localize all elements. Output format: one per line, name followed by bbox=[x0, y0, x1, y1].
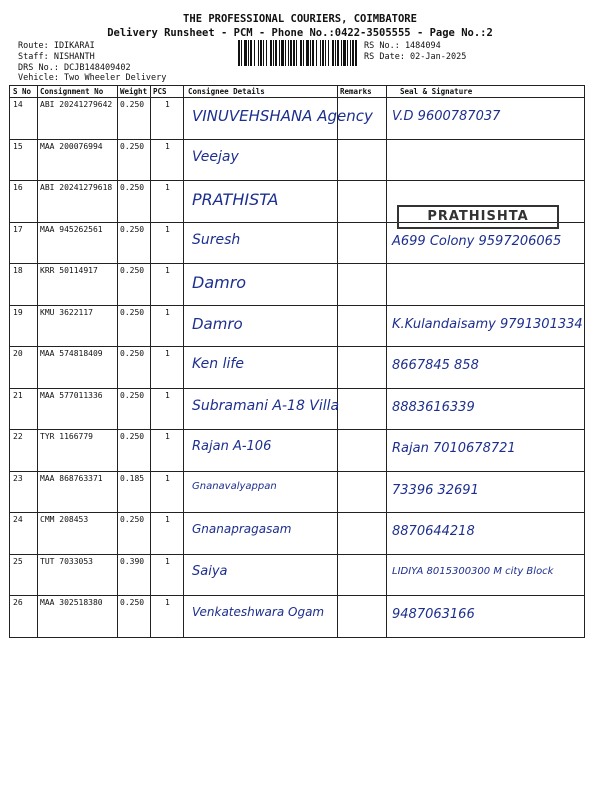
signature-handwriting: 8667845 858 bbox=[392, 358, 479, 373]
pcs-cell: 1 bbox=[165, 473, 170, 483]
consignment-cell: MAA 868763371 bbox=[40, 473, 103, 483]
consignee-handwriting: Damro bbox=[192, 314, 243, 333]
col-weight: Weight bbox=[120, 87, 148, 96]
staff-label: Staff: NISHANTH bbox=[18, 52, 95, 62]
col-sno: S No bbox=[13, 87, 32, 96]
runsheet-table bbox=[9, 85, 585, 638]
consignee-handwriting: Gnanapragasam bbox=[192, 522, 292, 536]
table-row bbox=[10, 512, 584, 555]
route-label: Route: IDIKARAI bbox=[18, 41, 95, 51]
drs-number: DRS No.: DCJB148409402 bbox=[18, 63, 131, 73]
pcs-cell: 1 bbox=[165, 432, 170, 441]
signature-handwriting: 8870644218 bbox=[392, 524, 475, 539]
document-title: THE PROFESSIONAL COURIERS, COIMBATORE bbox=[183, 13, 417, 25]
consignment-cell: CMM 208453 bbox=[40, 515, 89, 524]
sno-cell: 23 bbox=[13, 473, 23, 483]
signature-handwriting: 8883616339 bbox=[392, 399, 475, 415]
col-consignment: Consignment No bbox=[40, 87, 104, 96]
table-row bbox=[10, 429, 584, 472]
prathishta-stamp: PRATHISHTA bbox=[397, 205, 559, 229]
table-row bbox=[10, 554, 584, 597]
consignee-handwriting: Subramani A-18 Villa bbox=[192, 397, 340, 414]
pcs-cell: 1 bbox=[165, 183, 170, 192]
weight-cell: 0.250 bbox=[120, 183, 145, 192]
weight-cell: 0.250 bbox=[120, 266, 145, 275]
sno-cell: 14 bbox=[13, 100, 23, 109]
rs-number: RS No.: 1484094 bbox=[364, 41, 441, 51]
consignment-cell: KMU 3622117 bbox=[40, 307, 93, 317]
sno-cell: 22 bbox=[13, 432, 23, 441]
consignee-handwriting: Veejay bbox=[192, 148, 239, 165]
table-row bbox=[10, 346, 584, 389]
consignment-cell: MAA 577011336 bbox=[40, 390, 103, 400]
table-row bbox=[10, 388, 584, 431]
signature-handwriting: LIDIYA 8015300300 M city Block bbox=[392, 565, 554, 577]
weight-cell: 0.250 bbox=[120, 390, 145, 400]
consignee-handwriting: Ken life bbox=[192, 356, 244, 372]
consignment-cell: ABI 20241279642 bbox=[40, 100, 113, 109]
document-subtitle: Delivery Runsheet - PCM - Phone No.:0422-3505555 - Page No.:2 bbox=[107, 27, 493, 39]
consignee-handwriting: VINUVEHSHANA Agency bbox=[192, 107, 373, 125]
pcs-cell: 1 bbox=[165, 598, 170, 607]
consignment-cell: MAA 945262561 bbox=[40, 224, 103, 234]
vehicle-label: Vehicle: Two Wheeler Delivery bbox=[18, 73, 167, 83]
consignment-cell: TUT 7033053 bbox=[40, 556, 93, 566]
table-row bbox=[10, 471, 584, 514]
consignee-handwriting: PRATHISTA bbox=[192, 190, 279, 209]
consignee-handwriting: Saiya bbox=[192, 563, 228, 579]
sno-cell: 16 bbox=[13, 183, 23, 192]
sno-cell: 18 bbox=[13, 266, 23, 275]
rs-date: RS Date: 02-Jan-2025 bbox=[364, 52, 467, 62]
table-row bbox=[10, 305, 584, 348]
sno-cell: 21 bbox=[13, 390, 23, 400]
weight-cell: 0.250 bbox=[120, 307, 145, 317]
consignment-cell: TYR 1166779 bbox=[40, 432, 93, 441]
sno-cell: 26 bbox=[13, 598, 23, 607]
weight-cell: 0.390 bbox=[120, 556, 145, 566]
weight-cell: 0.250 bbox=[120, 349, 145, 358]
consignment-cell: MAA 302518380 bbox=[40, 598, 103, 607]
consignee-handwriting: Rajan A-106 bbox=[192, 439, 272, 454]
weight-cell: 0.250 bbox=[120, 224, 145, 234]
sno-cell: 24 bbox=[13, 515, 23, 524]
consignee-handwriting: Gnanavalyappan bbox=[192, 480, 277, 492]
weight-cell: 0.250 bbox=[120, 141, 145, 151]
signature-handwriting: A699 Colony 9597206065 bbox=[392, 233, 562, 249]
pcs-cell: 1 bbox=[165, 349, 170, 358]
weight-cell: 0.185 bbox=[120, 473, 145, 483]
col-consignee: Consignee Details bbox=[188, 87, 265, 96]
sno-cell: 20 bbox=[13, 349, 23, 358]
consignment-cell: MAA 574818409 bbox=[40, 349, 103, 358]
pcs-cell: 1 bbox=[165, 224, 170, 234]
pcs-cell: 1 bbox=[165, 100, 170, 109]
weight-cell: 0.250 bbox=[120, 515, 145, 524]
table-row bbox=[10, 595, 584, 638]
pcs-cell: 1 bbox=[165, 556, 170, 566]
consignment-cell: MAA 200076994 bbox=[40, 141, 103, 151]
col-remarks: Remarks bbox=[340, 87, 372, 96]
consignee-handwriting: Damro bbox=[192, 273, 247, 292]
sno-cell: 19 bbox=[13, 307, 23, 317]
consignee-handwriting: Suresh bbox=[192, 231, 241, 248]
signature-handwriting: 73396 32691 bbox=[392, 482, 479, 498]
pcs-cell: 1 bbox=[165, 266, 170, 275]
pcs-cell: 1 bbox=[165, 307, 170, 317]
table-row bbox=[10, 263, 584, 306]
sno-cell: 15 bbox=[13, 141, 23, 151]
signature-handwriting: 9487063166 bbox=[392, 607, 475, 622]
sno-cell: 25 bbox=[13, 556, 23, 566]
signature-handwriting: Rajan 7010678721 bbox=[392, 441, 516, 456]
col-pcs: PCS bbox=[153, 87, 167, 96]
consignment-cell: ABI 20241279618 bbox=[40, 183, 113, 192]
sno-cell: 17 bbox=[13, 224, 23, 234]
signature-handwriting: K.Kulandaisamy 9791301334 bbox=[392, 316, 583, 332]
weight-cell: 0.250 bbox=[120, 598, 145, 607]
weight-cell: 0.250 bbox=[120, 100, 145, 109]
consignee-handwriting: Venkateshwara Ogam bbox=[192, 605, 325, 619]
pcs-cell: 1 bbox=[165, 390, 170, 400]
consignment-cell: KRR 50114917 bbox=[40, 266, 98, 275]
pcs-cell: 1 bbox=[165, 141, 170, 151]
table-row bbox=[10, 97, 584, 140]
col-seal-signature: Seal & Signature bbox=[400, 87, 473, 96]
barcode bbox=[238, 40, 356, 66]
table-row bbox=[10, 139, 584, 182]
pcs-cell: 1 bbox=[165, 515, 170, 524]
weight-cell: 0.250 bbox=[120, 432, 145, 441]
signature-handwriting: V.D 9600787037 bbox=[392, 109, 501, 124]
